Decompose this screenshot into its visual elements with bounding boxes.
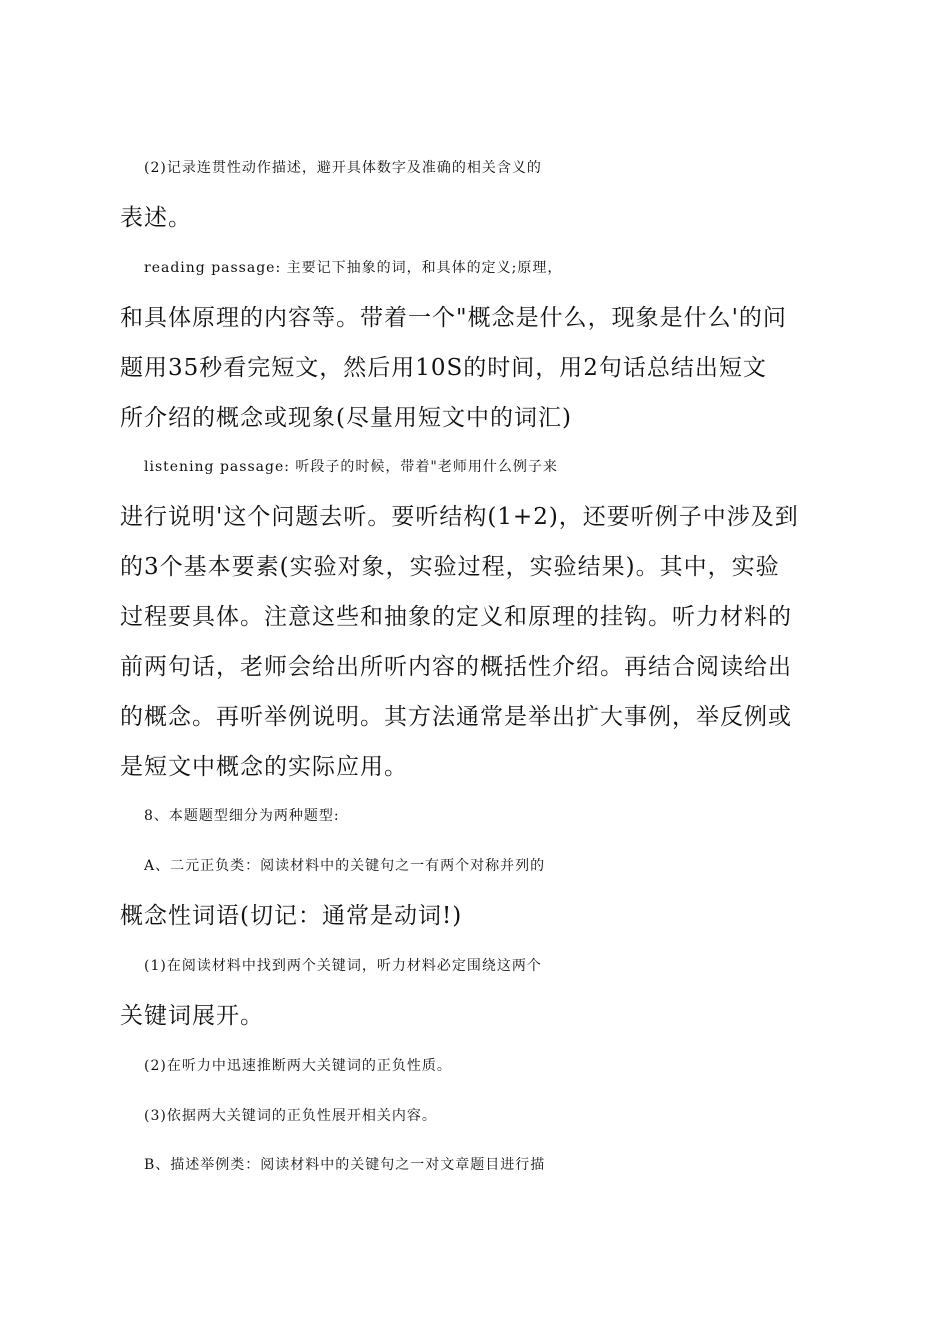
text-line: 概念性词语(切记：通常是动词!) [120,903,463,929]
text-line: B、描述举例类：阅读材料中的关键句之一对文章题目进行描 [144,1157,546,1173]
text-line: reading passage: 主要记下抽象的词，和具体的定义;原理， [144,260,563,276]
text-line: (2)记录连贯性动作描述，避开具体数字及准确的相关含义的 [144,160,542,176]
text-line: 进行说明'这个问题去听。要听结构(1+2)，还要听例子中涉及到 [120,504,799,530]
text-line: 8、本题题型细分为两种题型: [144,808,340,824]
text-line: (3)依据两大关键词的正负性展开相关内容。 [144,1108,437,1124]
text-line: 所介绍的概念或现象(尽量用短文中的词汇) [120,405,572,431]
text-line: listening passage: 听段子的时候，带着"老师用什么例子来 [144,459,558,475]
text-line: 和具体原理的内容等。带着一个"概念是什么，现象是什么'的问 [120,305,787,331]
text-line: 过程要具体。注意这些和抽象的定义和原理的挂钩。听力材料的 [120,604,792,630]
text-line: A、二元正负类：阅读材料中的关键句之一有两个对称并列的 [144,858,546,874]
text-line: 前两句话，老师会给出所听内容的概括性介绍。再结合阅读给出 [120,654,792,680]
text-line: (1)在阅读材料中找到两个关键词，听力材料必定围绕这两个 [144,958,542,974]
text-line: 是短文中概念的实际应用。 [120,754,408,780]
text-line: (2)在听力中迅速推断两大关键词的正负性质。 [144,1058,452,1074]
text-line: 表述。 [120,205,192,231]
text-line: 关键词展开。 [120,1003,264,1029]
text-line: 题用35秒看完短文，然后用10S的时间，用2句话总结出短文 [120,355,767,381]
text-line: 的概念。再听举例说明。其方法通常是举出扩大事例，举反例或 [120,704,792,730]
text-line: 的3个基本要素(实验对象，实验过程，实验结果)。其中，实验 [120,554,780,580]
